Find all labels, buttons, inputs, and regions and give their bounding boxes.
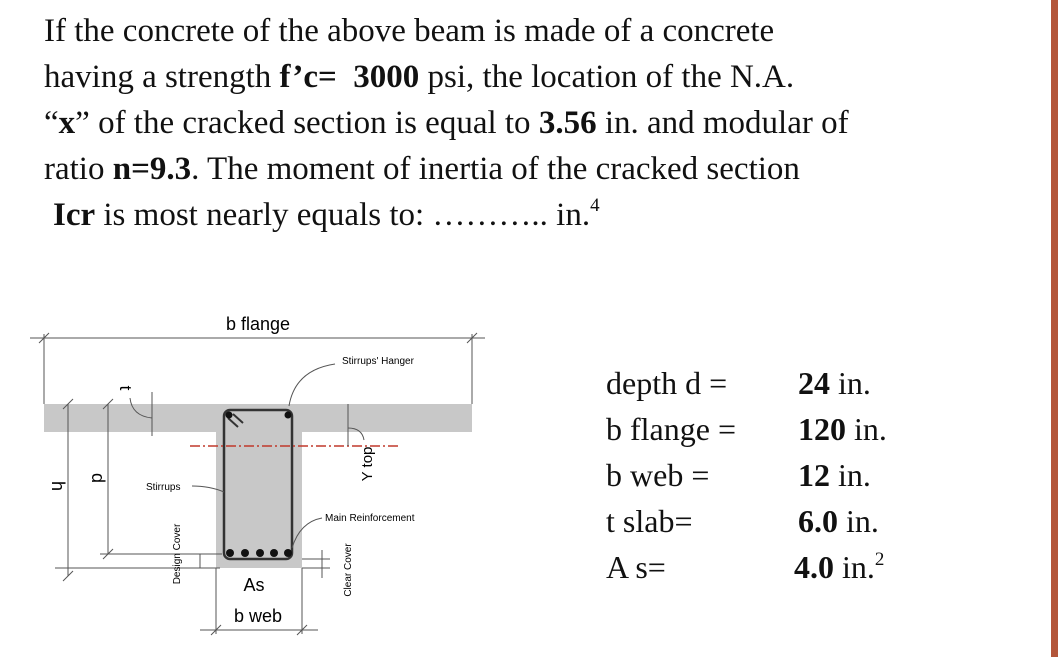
question-line-4-b: . The moment of inertia of the cracked section bbox=[191, 151, 800, 187]
param-value: 24 bbox=[798, 365, 830, 401]
web bbox=[216, 432, 302, 568]
quote-close: ” bbox=[75, 105, 90, 141]
question-line-1 bbox=[44, 8, 944, 54]
question-line-3 bbox=[44, 100, 944, 146]
fc-symbol: f’c= bbox=[279, 59, 337, 95]
param-value: 12 bbox=[798, 457, 830, 493]
param-unit: in. bbox=[838, 503, 879, 539]
question-line-5 bbox=[44, 192, 944, 238]
param-value-group bbox=[798, 406, 887, 452]
main-bar-2 bbox=[241, 549, 249, 557]
label-b-web: b web bbox=[233, 606, 283, 626]
param-value-group bbox=[798, 360, 871, 406]
param-value-group bbox=[798, 498, 879, 544]
param-label: A s= bbox=[606, 549, 666, 585]
question-line-4-a: ratio bbox=[44, 151, 113, 187]
label-design-cover: Design Cover bbox=[172, 523, 183, 585]
question-line-1-text: If the concrete of the above beam is made of a concrete bbox=[44, 13, 775, 49]
na-value: 3.56 bbox=[538, 105, 597, 141]
label-stirrups: Stirrups bbox=[146, 482, 181, 493]
question-text bbox=[44, 8, 944, 238]
edge-accent-bar bbox=[1051, 0, 1058, 657]
param-exponent: 2 bbox=[874, 549, 885, 570]
param-unit: in. bbox=[830, 365, 871, 401]
main-bar-1 bbox=[226, 549, 234, 557]
label-b-flange: b flange bbox=[225, 314, 291, 334]
question-line-5-b: is most nearly equals to: ……….. in. bbox=[95, 197, 591, 233]
label-h: h bbox=[48, 480, 68, 492]
hanger-bar-left bbox=[226, 412, 233, 419]
param-value: 6.0 bbox=[798, 503, 838, 539]
question-line-3-a: of the cracked section is equal to bbox=[89, 105, 539, 141]
question-exponent: 4 bbox=[590, 195, 600, 216]
icr-symbol: Icr bbox=[53, 197, 96, 233]
label-y-top: Y top bbox=[359, 446, 376, 482]
param-unit: in. bbox=[834, 549, 875, 585]
question-line-2-b: psi, the location of the N.A. bbox=[419, 59, 795, 95]
fc-value: 3000 bbox=[353, 59, 420, 95]
main-bar-3 bbox=[256, 549, 264, 557]
label-as: As bbox=[243, 575, 265, 595]
question-line-2-gap bbox=[337, 59, 354, 95]
label-main-reinforcement: Main Reinforcement bbox=[325, 513, 415, 524]
param-label: b web = bbox=[606, 457, 710, 493]
param-value-group bbox=[794, 544, 884, 590]
param-label: depth d = bbox=[606, 365, 728, 401]
question-line-2 bbox=[44, 54, 944, 100]
param-unit: in. bbox=[830, 457, 871, 493]
param-value: 4.0 bbox=[794, 549, 834, 585]
x-symbol: x bbox=[58, 105, 76, 141]
hanger-bar-right bbox=[285, 412, 292, 419]
param-value: 120 bbox=[798, 411, 846, 447]
question-line-4 bbox=[44, 146, 944, 192]
hanger-leader bbox=[289, 364, 335, 406]
beam-section-diagram bbox=[0, 300, 560, 657]
param-label: b flange = bbox=[606, 411, 736, 447]
label-t: t bbox=[116, 385, 135, 391]
param-unit: in. bbox=[846, 411, 887, 447]
question-line-3-b: in. and modular of bbox=[596, 105, 849, 141]
modular-ratio: n=9.3 bbox=[112, 151, 192, 187]
label-stirrups-hanger: Stirrups' Hanger bbox=[342, 356, 414, 367]
label-d: d bbox=[88, 472, 108, 484]
question-line-2-a: having a strength bbox=[44, 59, 280, 95]
param-label: t slab= bbox=[606, 503, 693, 539]
main-bar-5 bbox=[284, 549, 292, 557]
param-value-group bbox=[798, 452, 871, 498]
label-clear-cover: Clear Cover bbox=[343, 543, 354, 597]
main-bar-4 bbox=[270, 549, 278, 557]
quote-open: “ bbox=[44, 105, 59, 141]
